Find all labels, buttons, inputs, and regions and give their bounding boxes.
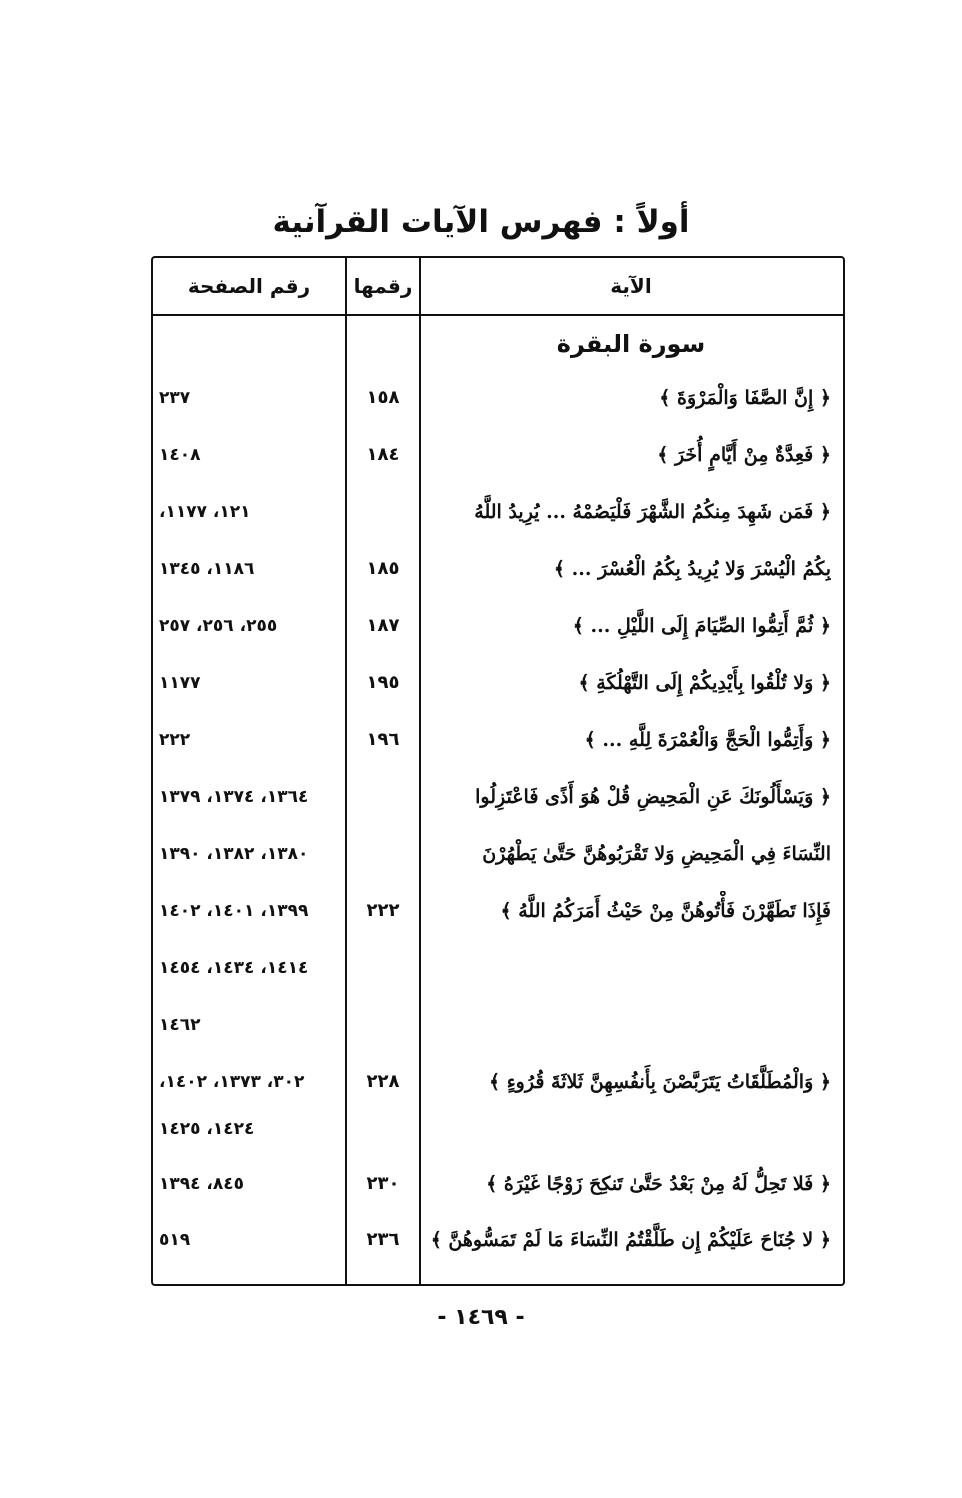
verse-index-table [151, 256, 845, 1286]
table-row [153, 663, 843, 703]
verse-number [349, 777, 417, 817]
verse-number: ١٨٤ [366, 444, 400, 465]
verse-number: ٢٣٦ [366, 1229, 400, 1250]
page-number: - ١٤٦٩ - [437, 1305, 525, 1330]
verse-text [421, 1005, 831, 1045]
verse-text: ﴿ وَالْمُطَلَّقَاتُ يَتَرَبَّصْنَ بِأَنفُسِهِنَّ ثَلاثَةَ قُرُوءٍ ﴾ [489, 1071, 831, 1093]
table-row [153, 1164, 843, 1204]
header-page-numbers: رقم الصفحة [187, 274, 311, 298]
page-numbers: ٨٤٥، ١٣٩٤ [159, 1174, 245, 1194]
table-row [153, 435, 843, 475]
verse-text: ﴿ ثُمَّ أَتِمُّوا الصِّيَامَ إِلَى اللَّيْلِ ... ﴾ [572, 615, 831, 637]
verse-text: ﴿ وَيَسْأَلُونَكَ عَنِ الْمَحِيضِ قُلْ هُوَ أَذًى فَاعْتَزِلُوا [475, 786, 831, 808]
verse-number: ٢٢٨ [366, 1071, 400, 1092]
page-numbers: ١٣٩٩، ١٤٠١، ١٤٠٢ [159, 901, 309, 921]
table-row [153, 948, 843, 988]
table-row [153, 720, 843, 760]
table-row [153, 492, 843, 532]
page-numbers: ١٣٦٤، ١٣٧٤، ١٣٧٩ [159, 787, 309, 807]
table-row [153, 1005, 843, 1045]
verse-number: ٢٢٢ [366, 900, 400, 921]
surah-title: سورة البقرة [556, 330, 706, 358]
verse-text: ﴿ وَلا تُلْقُوا بِأَيْدِيكُمْ إِلَى التَّهْلُكَةِ ﴾ [578, 672, 831, 694]
verse-number: ١٩٦ [366, 729, 400, 750]
verse-text: ﴿ فَمَن شَهِدَ مِنكُمُ الشَّهْرَ فَلْيَصُمْهُ ... يُرِيدُ اللَّهُ [474, 501, 831, 523]
verse-text: ﴿ فَعِدَّةٌ مِنْ أَيَّامٍ أُخَرَ ﴾ [657, 444, 831, 466]
verse-text: ﴿ إِنَّ الصَّفَا وَالْمَرْوَةَ ﴾ [659, 387, 831, 409]
verse-text [421, 1109, 831, 1149]
verse-text: بِكُمُ الْيُسْرَ وَلا يُرِيدُ بِكُمُ الْعُسْرَ ... ﴾ [553, 558, 831, 580]
page-numbers: ٢٢٢ [159, 730, 191, 750]
verse-text [421, 948, 831, 988]
page-title: أولاً : فهرس الآيات القرآنية [272, 204, 690, 240]
page-numbers: ١٤٢٤، ١٤٢٥ [159, 1119, 255, 1139]
verse-number [349, 1005, 417, 1045]
verse-number [349, 948, 417, 988]
table-row [153, 1220, 843, 1260]
header-verse-number: رقمها [353, 274, 413, 298]
table-row [153, 606, 843, 646]
page-numbers: ١٣٨٠، ١٣٨٢، ١٣٩٠ [159, 844, 309, 864]
page-numbers: ٣٠٢، ١٣٧٣، ١٤٠٢، [159, 1072, 305, 1092]
verse-number: ١٥٨ [366, 387, 400, 408]
page-numbers: ٥١٩ [159, 1230, 191, 1250]
table-row [153, 1109, 843, 1149]
verse-number [349, 1109, 417, 1149]
verse-number: ١٩٥ [366, 672, 400, 693]
verse-text: ﴿ لا جُنَاحَ عَلَيْكُمْ إِن طَلَّقْتُمُ النِّسَاءَ مَا لَمْ تَمَسُّوهُنَّ ﴾ [430, 1229, 831, 1251]
header-verse: الآية [610, 274, 652, 298]
table-row [153, 891, 843, 931]
page-numbers: ١١٨٦، ١٣٤٥ [159, 559, 255, 579]
verse-number [349, 834, 417, 874]
verse-number: ١٨٧ [366, 615, 400, 636]
table-row [153, 378, 843, 418]
verse-text: ﴿ فَلا تَحِلُّ لَهُ مِنْ بَعْدُ حَتَّىٰ تَنكِحَ زَوْجًا غَيْرَهُ ﴾ [486, 1173, 831, 1195]
table-row [153, 1062, 843, 1102]
verse-number [349, 492, 417, 532]
page-numbers: ١٤٦٢ [159, 1015, 201, 1035]
table-row [153, 834, 843, 874]
page-numbers: ٢٣٧ [159, 388, 191, 408]
verse-text: ﴿ وَأَتِمُّوا الْحَجَّ وَالْعُمْرَةَ لِلَّهِ ... ﴾ [584, 729, 831, 751]
header-divider [153, 314, 843, 316]
verse-number: ٢٣٠ [366, 1173, 400, 1194]
verse-text: فَإِذَا تَطَهَّرْنَ فَأْتُوهُنَّ مِنْ حَيْثُ أَمَرَكُمُ اللَّهُ ﴾ [500, 900, 831, 922]
page-numbers: ٢٥٥، ٢٥٦، ٢٥٧ [159, 616, 278, 636]
page-numbers: ١١٧٧ [159, 673, 201, 693]
page-numbers: ١٤١٤، ١٤٣٤، ١٤٥٤ [159, 958, 309, 978]
verse-text: النِّسَاءَ فِي الْمَحِيضِ وَلا تَقْرَبُوهُنَّ حَتَّىٰ يَطْهُرْنَ [482, 843, 831, 865]
verse-number: ١٨٥ [366, 558, 400, 579]
table-row [153, 777, 843, 817]
page-numbers: ١٤٠٨ [159, 445, 201, 465]
page-numbers: ١٢١، ١١٧٧، [159, 502, 251, 522]
table-row [153, 549, 843, 589]
